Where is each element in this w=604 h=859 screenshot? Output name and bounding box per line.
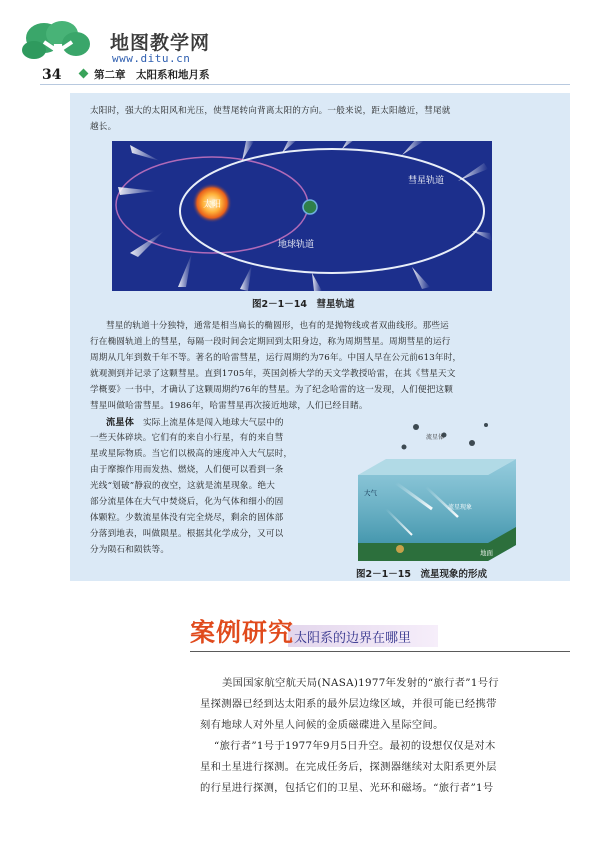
case-body-line-1: 美国国家航空航天局(NASA)1977年发射的“旅行者”1号行 <box>222 677 499 689</box>
ground-label: 地面 <box>480 549 493 557</box>
comet-orbit-label: 彗星轨道 <box>408 176 445 186</box>
meteoroid-fragments <box>402 423 489 450</box>
site-url[interactable]: www.ditu.cn <box>112 52 191 65</box>
meteor-para-line-3: 星或星际物质。当它们以极高的速度冲入大气层时， <box>90 449 293 459</box>
meteor-para-line-1 <box>106 415 284 431</box>
case-body-line-3: 刻有地球人对外星人问候的金质磁碟进入星际空间。 <box>200 719 444 731</box>
meteor-term: 流星体 <box>106 417 135 428</box>
orbit-para-line-1: 彗星的轨道十分独特，通常是相当扁长的椭圆形，也有的是抛物线或者双曲线形。那些运 <box>106 321 449 331</box>
meteor-para-line-9: 分为陨石和陨铁等。 <box>90 545 170 555</box>
case-body-line-4: “旅行者”1号于1977年9月5日升空。最初的设想仅仅是对木 <box>214 740 496 752</box>
meteoroid-label: 流星体 <box>426 434 445 441</box>
meteor-para-line-2: 一些天体碎块。它们有的来自小行星，有的来自彗 <box>90 433 284 443</box>
meteor-para-line-6: 部分流星体在大气中焚烧后，化为气体和细小的固 <box>90 497 284 507</box>
meteor-label: 流星现象 <box>448 504 473 511</box>
orbit-para-line-3: 周期从几年到数千年不等。著名的哈雷彗星，运行周期约为76年。中国人早在公元前613年时， <box>90 353 462 363</box>
earth-orbit-label: 地球轨道 <box>278 240 315 250</box>
case-body-line-2: 星探测器已经到达太阳系的最外层边缘区域，并很可能已经携带 <box>200 698 497 710</box>
meteor-para-line-8: 分落到地表，叫做陨星。根据其化学成分，又可以 <box>90 529 284 539</box>
case-body-line-6: 的行星进行探测，包括它们的卫星、光环和磁场。“旅行者”1号 <box>200 782 494 794</box>
intro-line-1: 太阳时，强大的太阳风和光压，使彗尾转向背离太阳的方向。一般来说，距太阳越近，彗尾就 <box>90 106 451 116</box>
figure-2-caption: 图2－1－15 流星现象的形成 <box>356 569 487 580</box>
comet-orbit-figure <box>112 141 492 291</box>
sun-label: 太阳 <box>202 200 222 210</box>
space-background <box>112 141 492 291</box>
orbit-para-line-5: 学概要》一书中，才确认了这颗周期约76年的彗星。为了纪念哈雷的这一发现，人们便把这颗 <box>90 385 454 395</box>
meteor-line-1-text: 实际上流星体是闯入地球大气层中的 <box>142 418 284 428</box>
meteor-para-line-7: 体颗粒。少数流星体没有完全烧尽，剩余的固体部 <box>90 513 284 523</box>
meteor-para-line-4: 由于摩擦作用而发热、燃烧，人们便可以看到一条 <box>90 465 284 475</box>
case-study-divider <box>190 651 570 652</box>
orbit-para-line-2: 行在椭圆轨道上的彗星，每隔一段时间会定期回到太阳身边，称为周期彗星。周期彗星的运行 <box>90 337 451 347</box>
meteor-formation-figure <box>356 413 518 565</box>
earth <box>303 200 317 214</box>
site-name: 地图教学网 <box>110 32 211 54</box>
header-divider <box>40 84 570 85</box>
intro-line-2: 越长。 <box>90 122 117 132</box>
case-body-line-5: 星和土星进行探测。在完成任务后，探测器继续对太阳系更外层 <box>200 761 497 773</box>
figure-1-caption: 图2－1－14 彗星轨道 <box>252 299 355 310</box>
meteor-para-line-5: 光线“划破”静寂的夜空，这就是流星现象。绝大 <box>90 481 276 491</box>
meteorite <box>396 545 404 553</box>
case-study-title: 案例研究 <box>190 618 295 647</box>
chapter-title: 第二章 太阳系和地月系 <box>94 69 210 81</box>
atmosphere-label: 大气 <box>364 489 377 497</box>
orbit-para-line-4: 就观测到并记录了这颗彗星。直到1705年，英国剑桥大学的天文学教授哈雷，在其《彗星天文 <box>90 369 456 379</box>
page-number: 34 <box>42 67 62 83</box>
case-study-subtitle: 太阳系的边界在哪里 <box>294 631 412 646</box>
orbit-para-line-6: 彗星叫做哈雷彗星。1986年，哈雷彗星再次接近地球，人们已经目睹。 <box>90 401 368 411</box>
